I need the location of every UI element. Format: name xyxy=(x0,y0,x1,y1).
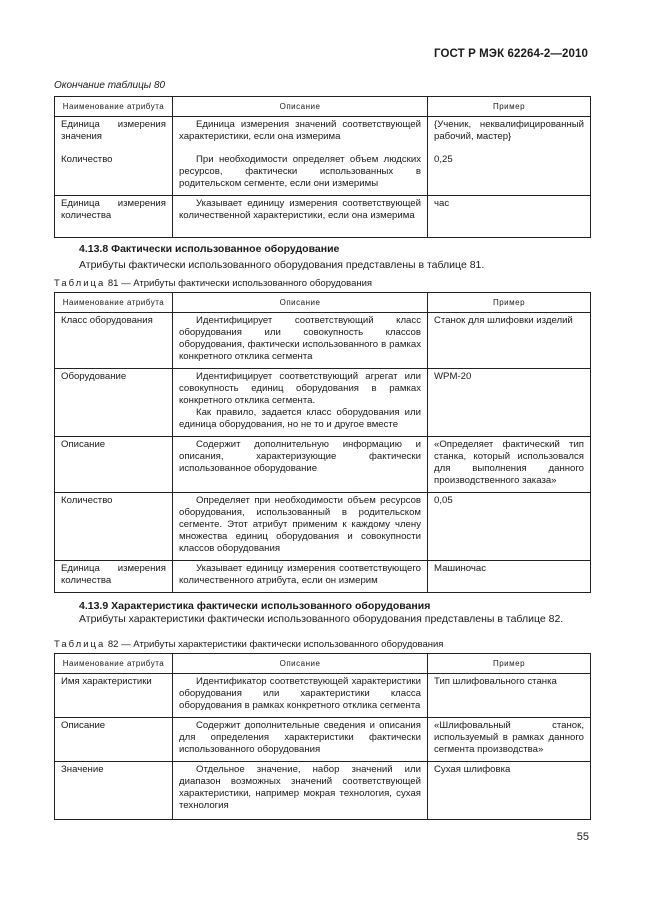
attribute-example: Сухая шлифовка xyxy=(428,762,591,820)
attribute-name: Единица измерения количества xyxy=(55,196,173,238)
table-row xyxy=(55,493,591,561)
attribute-example: Станок для шлифовки изделий xyxy=(428,313,591,369)
attribute-example: «Шлифовальный станок, используемый в рамках данного сегмента производства» xyxy=(428,718,591,762)
table-caption-text: 81 — Атрибуты фактически использованного оборудования xyxy=(107,278,373,289)
table-row xyxy=(55,561,591,593)
attribute-name: Единица измерения значения xyxy=(55,117,173,153)
attribute-name: Количество xyxy=(55,493,173,561)
attribute-name: Значение xyxy=(55,762,173,820)
attribute-example: «Определяет фактический тип станка, который использовался для выполнения данного производственного заказа» xyxy=(428,437,591,493)
table-row xyxy=(55,313,591,369)
attribute-name: Класс оборудования xyxy=(55,313,173,369)
standard-code: ГОСТ Р МЭК 62264-2—2010 xyxy=(434,48,588,60)
attribute-name: Описание xyxy=(55,718,173,762)
attribute-description: Единица измерения значений соответствующей характеристики, если она измерима xyxy=(173,117,428,153)
attribute-name: Имя характеристики xyxy=(55,674,173,718)
table-row xyxy=(55,437,591,493)
attribute-description: Указывает единицу измерения соответствующего количественного атрибута, если он измерим xyxy=(173,561,428,593)
attribute-name: Единица измерения количества xyxy=(55,561,173,593)
section-heading-4-13-9: 4.13.9 Характеристика фактически использованного оборудования xyxy=(79,600,431,612)
table82-caption xyxy=(54,639,443,650)
table-row xyxy=(55,152,591,196)
column-header-description: Описание xyxy=(173,654,428,674)
column-header-example: Пример xyxy=(428,97,591,117)
attribute-example: 0,05 xyxy=(428,493,591,561)
attribute-name: Оборудование xyxy=(55,369,173,437)
table-caption-text: 82 — Атрибуты характеристики фактически использованного оборудования xyxy=(107,639,444,650)
attribute-name: Количество xyxy=(55,152,173,196)
column-header-description: Описание xyxy=(173,97,428,117)
page-number: 55 xyxy=(576,831,589,843)
attribute-example: {Ученик, неквалифицированный рабочий, мастер} xyxy=(428,117,591,153)
attribute-description: Идентификатор соответствующей характеристики оборудования или характеристики класса оборудования в рамках конкретного отклика сегмента xyxy=(173,674,428,718)
attribute-example: Тип шлифовального станка xyxy=(428,674,591,718)
attribute-description: Идентифицирует соответствующий агрегат или совокупность единиц оборудования в рамках конкретного отклика сегмента. xyxy=(179,371,421,406)
column-header-name: Наименование атрибута xyxy=(55,654,173,674)
attribute-description: Определяет при необходимости объем ресурсов оборудования, использованный в родительском сегменте. Этот атрибут применим к каждому члену множества единиц оборудования и совокупности классов оборудования xyxy=(173,493,428,561)
column-header-example: Пример xyxy=(428,654,591,674)
attribute-description: При необходимости определяет объем людских ресурсов, фактически использованных в родительском сегменте, если они измеримы xyxy=(173,152,428,196)
section-heading-4-13-8: 4.13.8 Фактически использованное оборудование xyxy=(79,243,340,255)
table-row xyxy=(55,674,591,718)
column-header-example: Пример xyxy=(428,293,591,313)
attribute-description: Отдельное значение, набор значений или диапазон возможных значений соответствующей характеристики, например мокрая технология, сухая технология xyxy=(173,762,428,820)
table-caption-label: Таблица xyxy=(54,278,106,289)
table80-continuation-caption: Окончание таблицы 80 xyxy=(54,80,166,91)
attribute-example: WPM-20 xyxy=(428,369,591,437)
attribute-description: Содержит дополнительную информацию и описания, характеризующие фактически использованное оборудование xyxy=(173,437,428,493)
column-header-name: Наименование атрибута xyxy=(55,97,173,117)
attribute-description-note: Как правило, задается класс оборудования или единица оборудования, но не то и другое вместе xyxy=(179,407,421,430)
attribute-name: Описание xyxy=(55,437,173,493)
table-row xyxy=(55,117,591,153)
attribute-example: Машиночас xyxy=(428,561,591,593)
table-row xyxy=(55,718,591,762)
table-80-end xyxy=(54,96,591,238)
table-82 xyxy=(54,653,591,820)
table-row xyxy=(55,762,591,820)
attribute-description: Указывает единицу измерения соответствующей количественной характеристики, если она измерима xyxy=(173,196,428,238)
attribute-description: Содержит дополнительные сведения и описания для определения характеристики фактически использованного оборудования xyxy=(173,718,428,762)
attribute-description-cell xyxy=(173,369,428,437)
table-row xyxy=(55,196,591,238)
attribute-example: час xyxy=(428,196,591,238)
table-81 xyxy=(54,292,591,593)
table-row xyxy=(55,369,591,437)
attribute-description: Идентифицирует соответствующий класс оборудования или совокупность классов оборудования, фактически использованного в рамках конкретного отклика сегмента xyxy=(173,313,428,369)
section-paragraph-4-13-8: Атрибуты фактически использованного оборудования представлены в таблице 81. xyxy=(79,259,485,271)
table-caption-label: Таблица xyxy=(54,639,106,650)
column-header-description: Описание xyxy=(173,293,428,313)
column-header-name: Наименование атрибута xyxy=(55,293,173,313)
attribute-example: 0,25 xyxy=(428,152,591,196)
table81-caption xyxy=(54,278,372,289)
section-paragraph-4-13-9: Атрибуты характеристики фактически использованного оборудования представлены в таблице 82. xyxy=(79,613,564,625)
